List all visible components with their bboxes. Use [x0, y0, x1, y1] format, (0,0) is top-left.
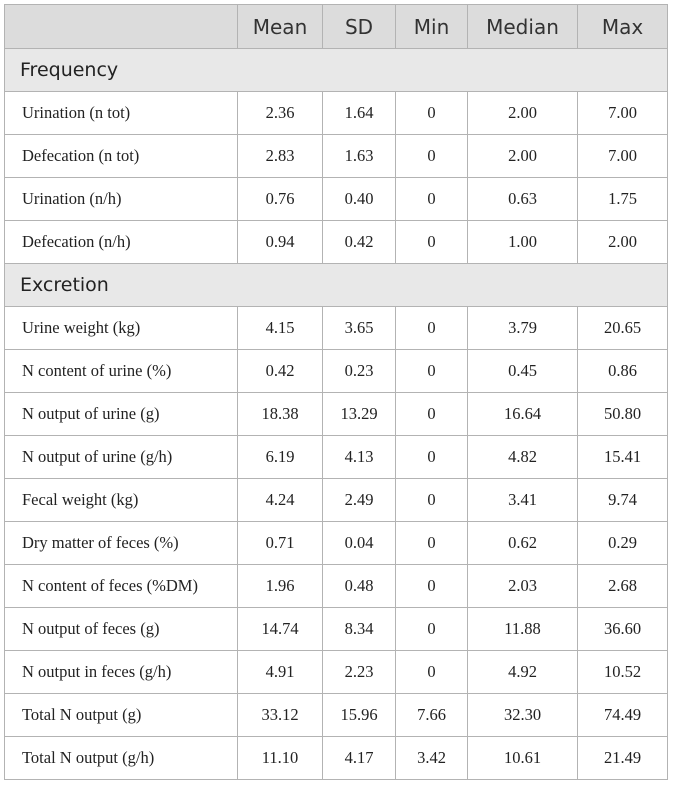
- cell-median: 4.82: [468, 436, 578, 479]
- cell-min: 0: [396, 307, 468, 350]
- cell-max: 0.86: [578, 350, 668, 393]
- header-row: [5, 5, 668, 49]
- cell-median: 1.00: [468, 221, 578, 264]
- table-row: [5, 694, 668, 737]
- cell-min: 0: [396, 178, 468, 221]
- table-row: [5, 565, 668, 608]
- header-cell-max: Max: [578, 5, 668, 49]
- cell-label: Defecation (n tot): [5, 135, 238, 178]
- cell-median: 2.03: [468, 565, 578, 608]
- header-cell-label: [5, 5, 238, 49]
- cell-sd: 0.48: [323, 565, 396, 608]
- cell-mean: 14.74: [238, 608, 323, 651]
- cell-sd: 2.23: [323, 651, 396, 694]
- summary-table: [4, 4, 668, 780]
- section-title: Frequency: [5, 49, 668, 92]
- table-row: [5, 350, 668, 393]
- section-title: Excretion: [5, 264, 668, 307]
- cell-min: 0: [396, 350, 468, 393]
- cell-sd: 0.04: [323, 522, 396, 565]
- cell-label: Dry matter of feces (%): [5, 522, 238, 565]
- cell-sd: 2.49: [323, 479, 396, 522]
- table-row: [5, 135, 668, 178]
- cell-min: 0: [396, 608, 468, 651]
- cell-sd: 0.40: [323, 178, 396, 221]
- cell-max: 10.52: [578, 651, 668, 694]
- cell-median: 11.88: [468, 608, 578, 651]
- table-row: [5, 436, 668, 479]
- cell-sd: 0.42: [323, 221, 396, 264]
- cell-min: 0: [396, 135, 468, 178]
- section-row: [5, 264, 668, 307]
- cell-min: 0: [396, 221, 468, 264]
- cell-sd: 15.96: [323, 694, 396, 737]
- cell-max: 36.60: [578, 608, 668, 651]
- cell-max: 7.00: [578, 92, 668, 135]
- cell-median: 16.64: [468, 393, 578, 436]
- cell-median: 0.63: [468, 178, 578, 221]
- cell-max: 20.65: [578, 307, 668, 350]
- cell-mean: 4.24: [238, 479, 323, 522]
- cell-label: N output in feces (g/h): [5, 651, 238, 694]
- cell-label: N output of urine (g): [5, 393, 238, 436]
- cell-mean: 4.15: [238, 307, 323, 350]
- cell-label: N output of feces (g): [5, 608, 238, 651]
- table-row: [5, 221, 668, 264]
- header-cell-median: Median: [468, 5, 578, 49]
- cell-mean: 4.91: [238, 651, 323, 694]
- cell-sd: 4.17: [323, 737, 396, 780]
- cell-min: 0: [396, 479, 468, 522]
- table-row: [5, 92, 668, 135]
- table-row: [5, 393, 668, 436]
- cell-max: 50.80: [578, 393, 668, 436]
- cell-label: N content of urine (%): [5, 350, 238, 393]
- cell-mean: 11.10: [238, 737, 323, 780]
- section-row: [5, 49, 668, 92]
- cell-min: 3.42: [396, 737, 468, 780]
- cell-mean: 0.76: [238, 178, 323, 221]
- cell-sd: 1.64: [323, 92, 396, 135]
- cell-mean: 2.36: [238, 92, 323, 135]
- cell-sd: 13.29: [323, 393, 396, 436]
- cell-mean: 18.38: [238, 393, 323, 436]
- cell-mean: 2.83: [238, 135, 323, 178]
- cell-max: 7.00: [578, 135, 668, 178]
- cell-max: 15.41: [578, 436, 668, 479]
- cell-median: 0.62: [468, 522, 578, 565]
- cell-mean: 0.42: [238, 350, 323, 393]
- cell-min: 0: [396, 436, 468, 479]
- cell-mean: 1.96: [238, 565, 323, 608]
- cell-median: 3.41: [468, 479, 578, 522]
- cell-mean: 0.94: [238, 221, 323, 264]
- table-row: [5, 651, 668, 694]
- cell-label: Total N output (g): [5, 694, 238, 737]
- cell-max: 9.74: [578, 479, 668, 522]
- cell-max: 21.49: [578, 737, 668, 780]
- table-row: [5, 307, 668, 350]
- table-row: [5, 479, 668, 522]
- cell-median: 10.61: [468, 737, 578, 780]
- table-row: [5, 522, 668, 565]
- cell-sd: 1.63: [323, 135, 396, 178]
- cell-max: 2.68: [578, 565, 668, 608]
- cell-mean: 6.19: [238, 436, 323, 479]
- table-row: [5, 737, 668, 780]
- cell-median: 0.45: [468, 350, 578, 393]
- table-row: [5, 178, 668, 221]
- cell-mean: 33.12: [238, 694, 323, 737]
- table-body: [5, 49, 668, 780]
- header-cell-min: Min: [396, 5, 468, 49]
- cell-label: Urination (n tot): [5, 92, 238, 135]
- cell-sd: 4.13: [323, 436, 396, 479]
- cell-min: 0: [396, 565, 468, 608]
- cell-min: 0: [396, 393, 468, 436]
- cell-max: 74.49: [578, 694, 668, 737]
- cell-sd: 8.34: [323, 608, 396, 651]
- cell-label: Total N output (g/h): [5, 737, 238, 780]
- cell-min: 0: [396, 522, 468, 565]
- header-cell-mean: Mean: [238, 5, 323, 49]
- table-row: [5, 608, 668, 651]
- cell-label: Defecation (n/h): [5, 221, 238, 264]
- cell-median: 4.92: [468, 651, 578, 694]
- cell-mean: 0.71: [238, 522, 323, 565]
- cell-sd: 0.23: [323, 350, 396, 393]
- cell-min: 0: [396, 651, 468, 694]
- cell-max: 2.00: [578, 221, 668, 264]
- cell-label: Urine weight (kg): [5, 307, 238, 350]
- cell-max: 0.29: [578, 522, 668, 565]
- cell-label: Fecal weight (kg): [5, 479, 238, 522]
- cell-median: 32.30: [468, 694, 578, 737]
- cell-min: 7.66: [396, 694, 468, 737]
- cell-median: 3.79: [468, 307, 578, 350]
- cell-min: 0: [396, 92, 468, 135]
- cell-label: Urination (n/h): [5, 178, 238, 221]
- cell-median: 2.00: [468, 135, 578, 178]
- cell-max: 1.75: [578, 178, 668, 221]
- cell-median: 2.00: [468, 92, 578, 135]
- cell-sd: 3.65: [323, 307, 396, 350]
- cell-label: N content of feces (%DM): [5, 565, 238, 608]
- cell-label: N output of urine (g/h): [5, 436, 238, 479]
- header-cell-sd: SD: [323, 5, 396, 49]
